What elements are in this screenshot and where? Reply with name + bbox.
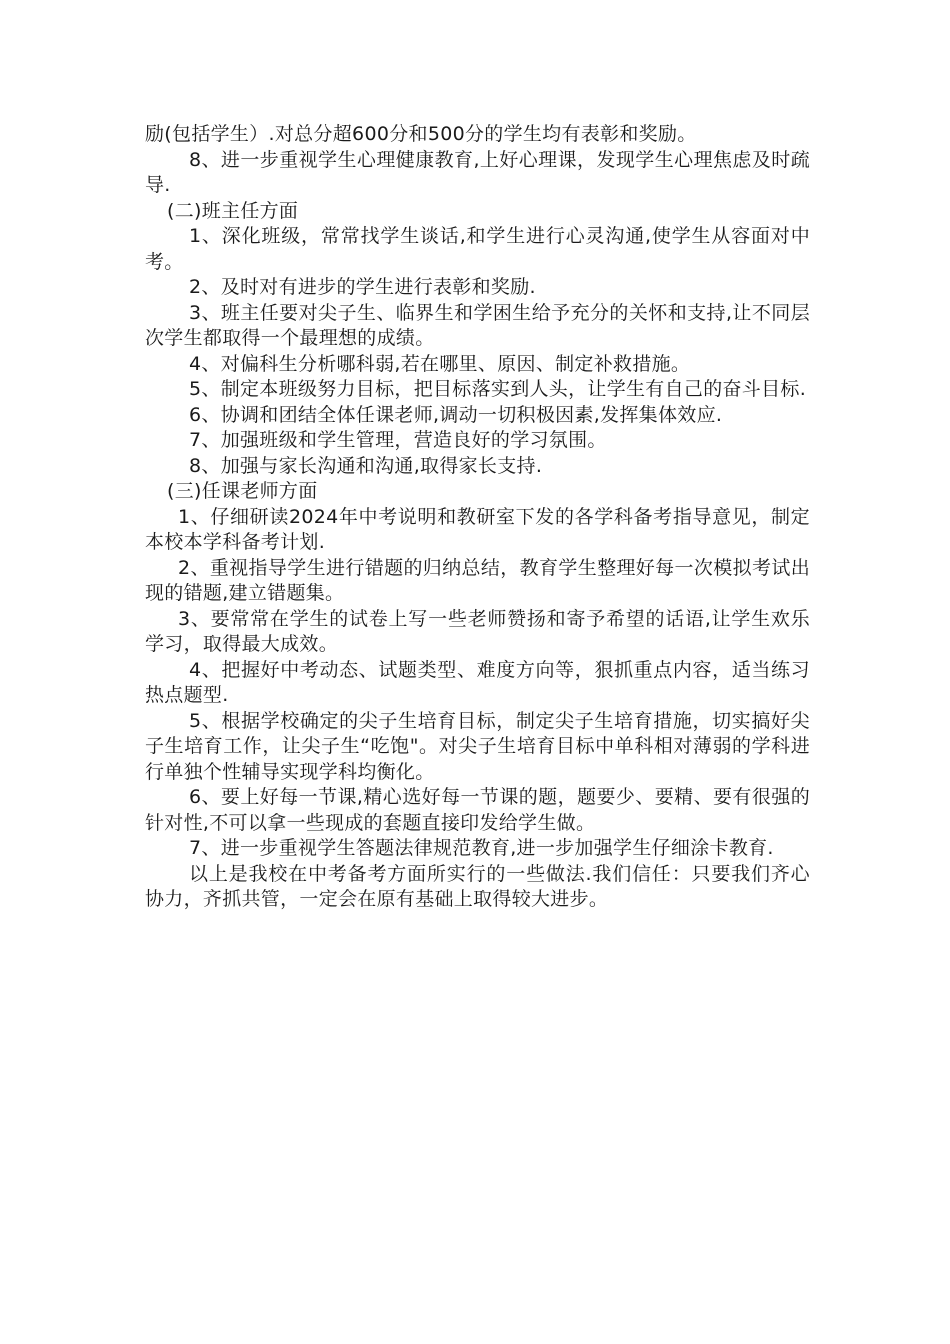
section-heading-class-teacher: (二)班主任方面 xyxy=(167,199,299,222)
paragraph-item: 6、要上好每一节课,精心选好每一节课的题，题要少、要精、要有很强的针对性,不可以拿一些现成的套题直接印发给学生做。 xyxy=(145,786,810,834)
section-heading-subject-teacher: (三)任课老师方面 xyxy=(167,480,318,502)
paragraph-item: 4、对偏科生分析哪科弱,若在哪里、原因、制定补救措施。 xyxy=(189,352,691,375)
paragraph-item: 2、及时对有进步的学生进行表彰和奖励. xyxy=(189,276,536,298)
paragraph-item: 7、进一步重视学生答题法律规范教育,进一步加强学生仔细涂卡教育. xyxy=(189,837,774,859)
paragraph-item: 1、深化班级，常常找学生谈话,和学生进行心灵沟通,使学生从容面对中考。 xyxy=(145,225,810,273)
paragraph-item: 7、加强班级和学生管理，营造良好的学习氛围。 xyxy=(189,429,607,451)
paragraph-item: 3、班主任要对尖子生、临界生和学困生给予充分的关怀和支持,让不同层次学生都取得一个最理想的成绩。 xyxy=(145,301,810,349)
paragraph-item: 8、加强与家长沟通和沟通,取得家长支持. xyxy=(189,454,543,477)
paragraph-awards-continued: 励(包括学生）.对总分超600分和500分的学生均有表彰和奖励。 xyxy=(145,123,697,145)
paragraph-item: 5、根据学校确定的尖子生培育目标，制定尖子生培育措施，切实搞好尖子生培育工作，让尖子生“吃饱"。对尖子生培育目标中单科相对薄弱的学科进行单独个性辅导实现学科均衡化。 xyxy=(145,709,810,783)
paragraph-item: 1、仔细研读2024年中考说明和教研室下发的各学科备考指导意见，制定本校本学科备考计划. xyxy=(145,505,810,553)
paragraph-item: 8、进一步重视学生心理健康教育,上好心理课，发现学生心理焦虑及时疏导. xyxy=(145,148,810,196)
paragraph-item: 2、重视指导学生进行错题的归纳总结，教育学生整理好每一次模拟考试出现的错题,建立错题集。 xyxy=(145,556,810,604)
paragraph-item: 6、协调和团结全体任课老师,调动一切积极因素,发挥集体效应. xyxy=(189,403,723,426)
paragraph-item: 3、要常常在学生的试卷上写一些老师赞扬和寄予希望的话语,让学生欢乐学习，取得最大成效。 xyxy=(145,607,810,655)
paragraph-item: 5、制定本班级努力目标，把目标落实到人头，让学生有自己的奋斗目标. xyxy=(189,378,807,400)
paragraph-conclusion: 以上是我校在中考备考方面所实行的一些做法.我们信任：只要我们齐心协力，齐抓共管，一定会在原有基础上取得较大进步。 xyxy=(145,862,810,910)
document-body xyxy=(145,122,810,913)
paragraph-item: 4、把握好中考动态、试题类型、难度方向等，狠抓重点内容，适当练习热点题型. xyxy=(145,658,810,706)
